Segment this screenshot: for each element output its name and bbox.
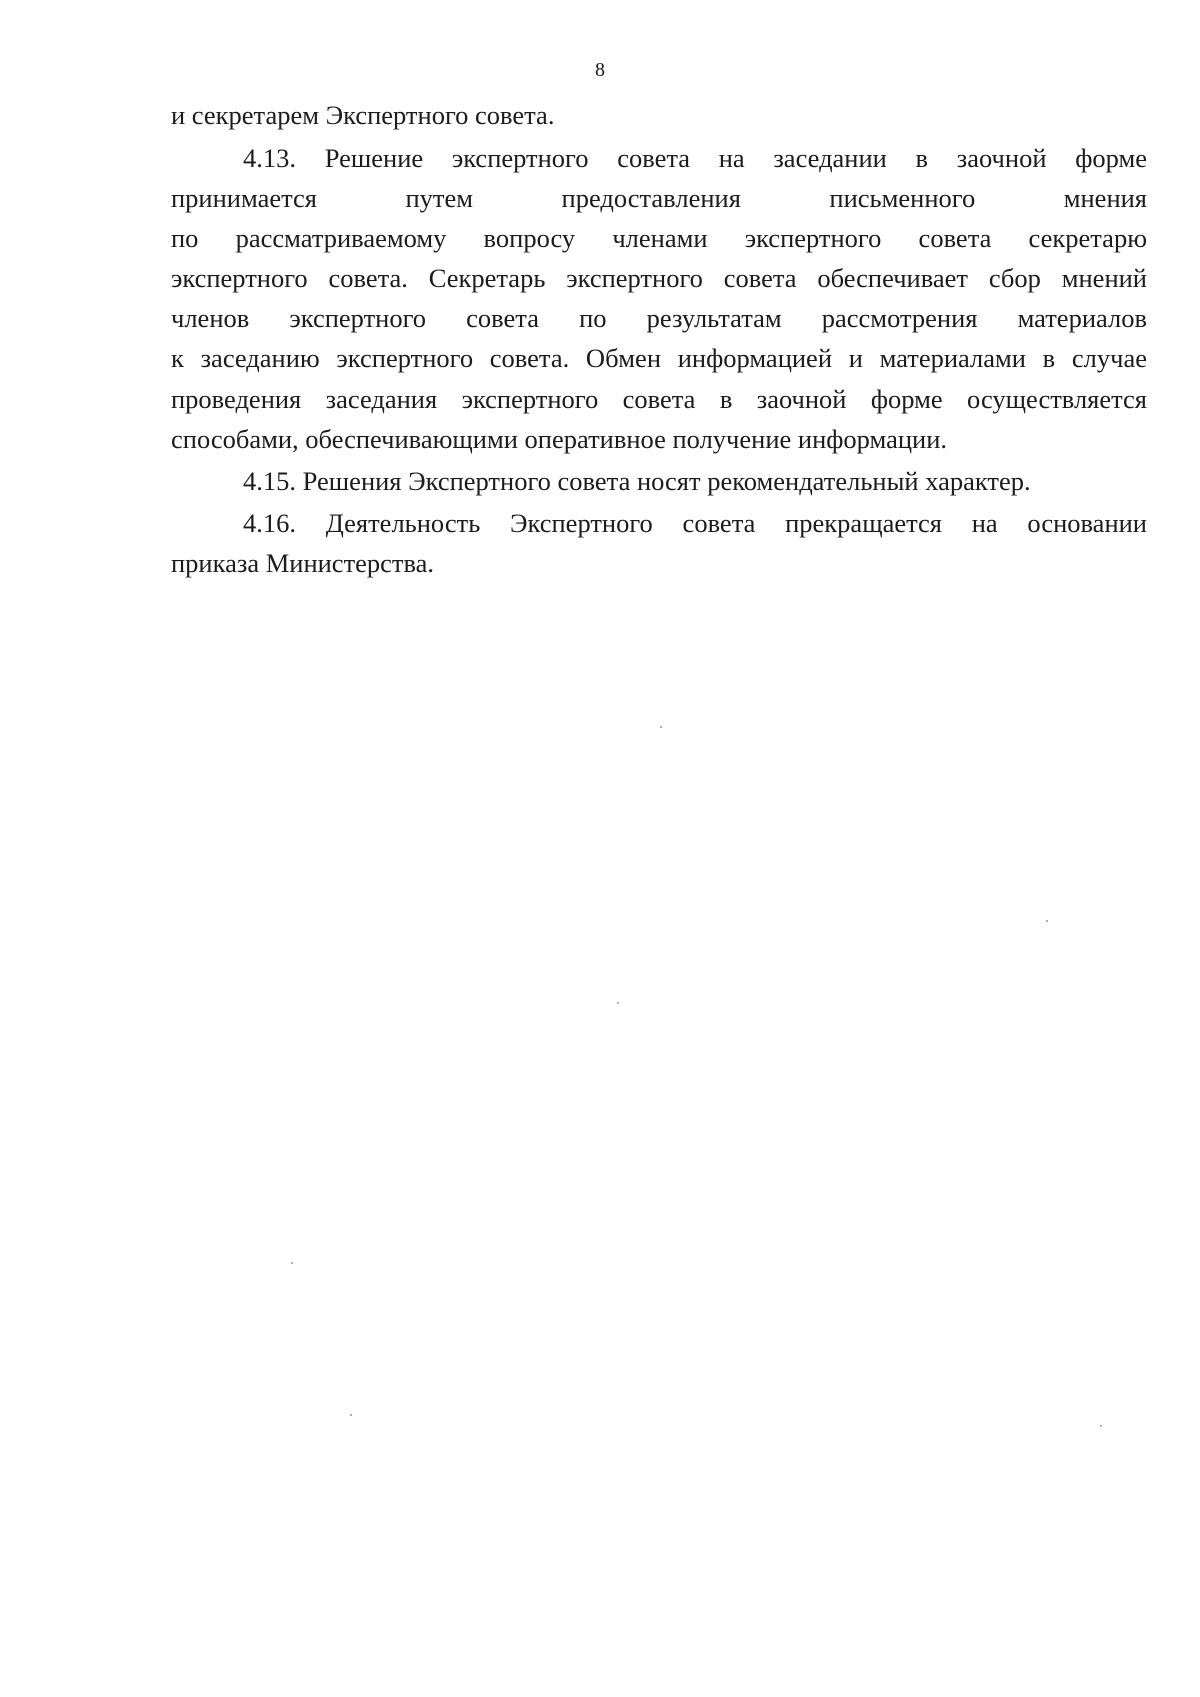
scan-speck xyxy=(617,1002,619,1004)
scan-speck xyxy=(291,1262,293,1264)
page-number: 8 xyxy=(595,59,605,81)
text-line: экспертного совета. Секретарь экспертного совета обеспечивает сбор мнений xyxy=(171,263,1147,293)
text-line: к заседанию экспертного совета. Обмен информацией и материалами в случае xyxy=(171,343,1147,373)
text-line: принимается путем предоставления письменного мнения xyxy=(171,183,1147,213)
paragraph-first-line: 4.13. Решение экспертного совета на заседании в заочной форме xyxy=(243,143,1147,173)
scan-speck xyxy=(1100,1425,1102,1427)
paragraph-first-line: 4.16. Деятельность Экспертного совета прекращается на основании xyxy=(243,508,1147,538)
text-line: членов экспертного совета по результатам рассмотрения материалов xyxy=(171,303,1147,333)
text-line: способами, обеспечивающими оперативное получение информации. xyxy=(171,424,948,454)
scan-speck xyxy=(350,1414,352,1416)
scan-speck xyxy=(660,726,662,728)
scan-speck xyxy=(1046,920,1048,922)
paragraph-first-line: 4.15. Решения Экспертного совета носят рекомендательный характер. xyxy=(243,466,1031,496)
text-line: по рассматриваемому вопросу членами экспертного совета секретарю xyxy=(171,223,1147,253)
text-line: приказа Министерства. xyxy=(171,548,435,578)
text-line: проведения заседания экспертного совета в заочной форме осуществляется xyxy=(171,384,1147,414)
text-line: и секретарем Экспертного совета. xyxy=(171,100,555,130)
